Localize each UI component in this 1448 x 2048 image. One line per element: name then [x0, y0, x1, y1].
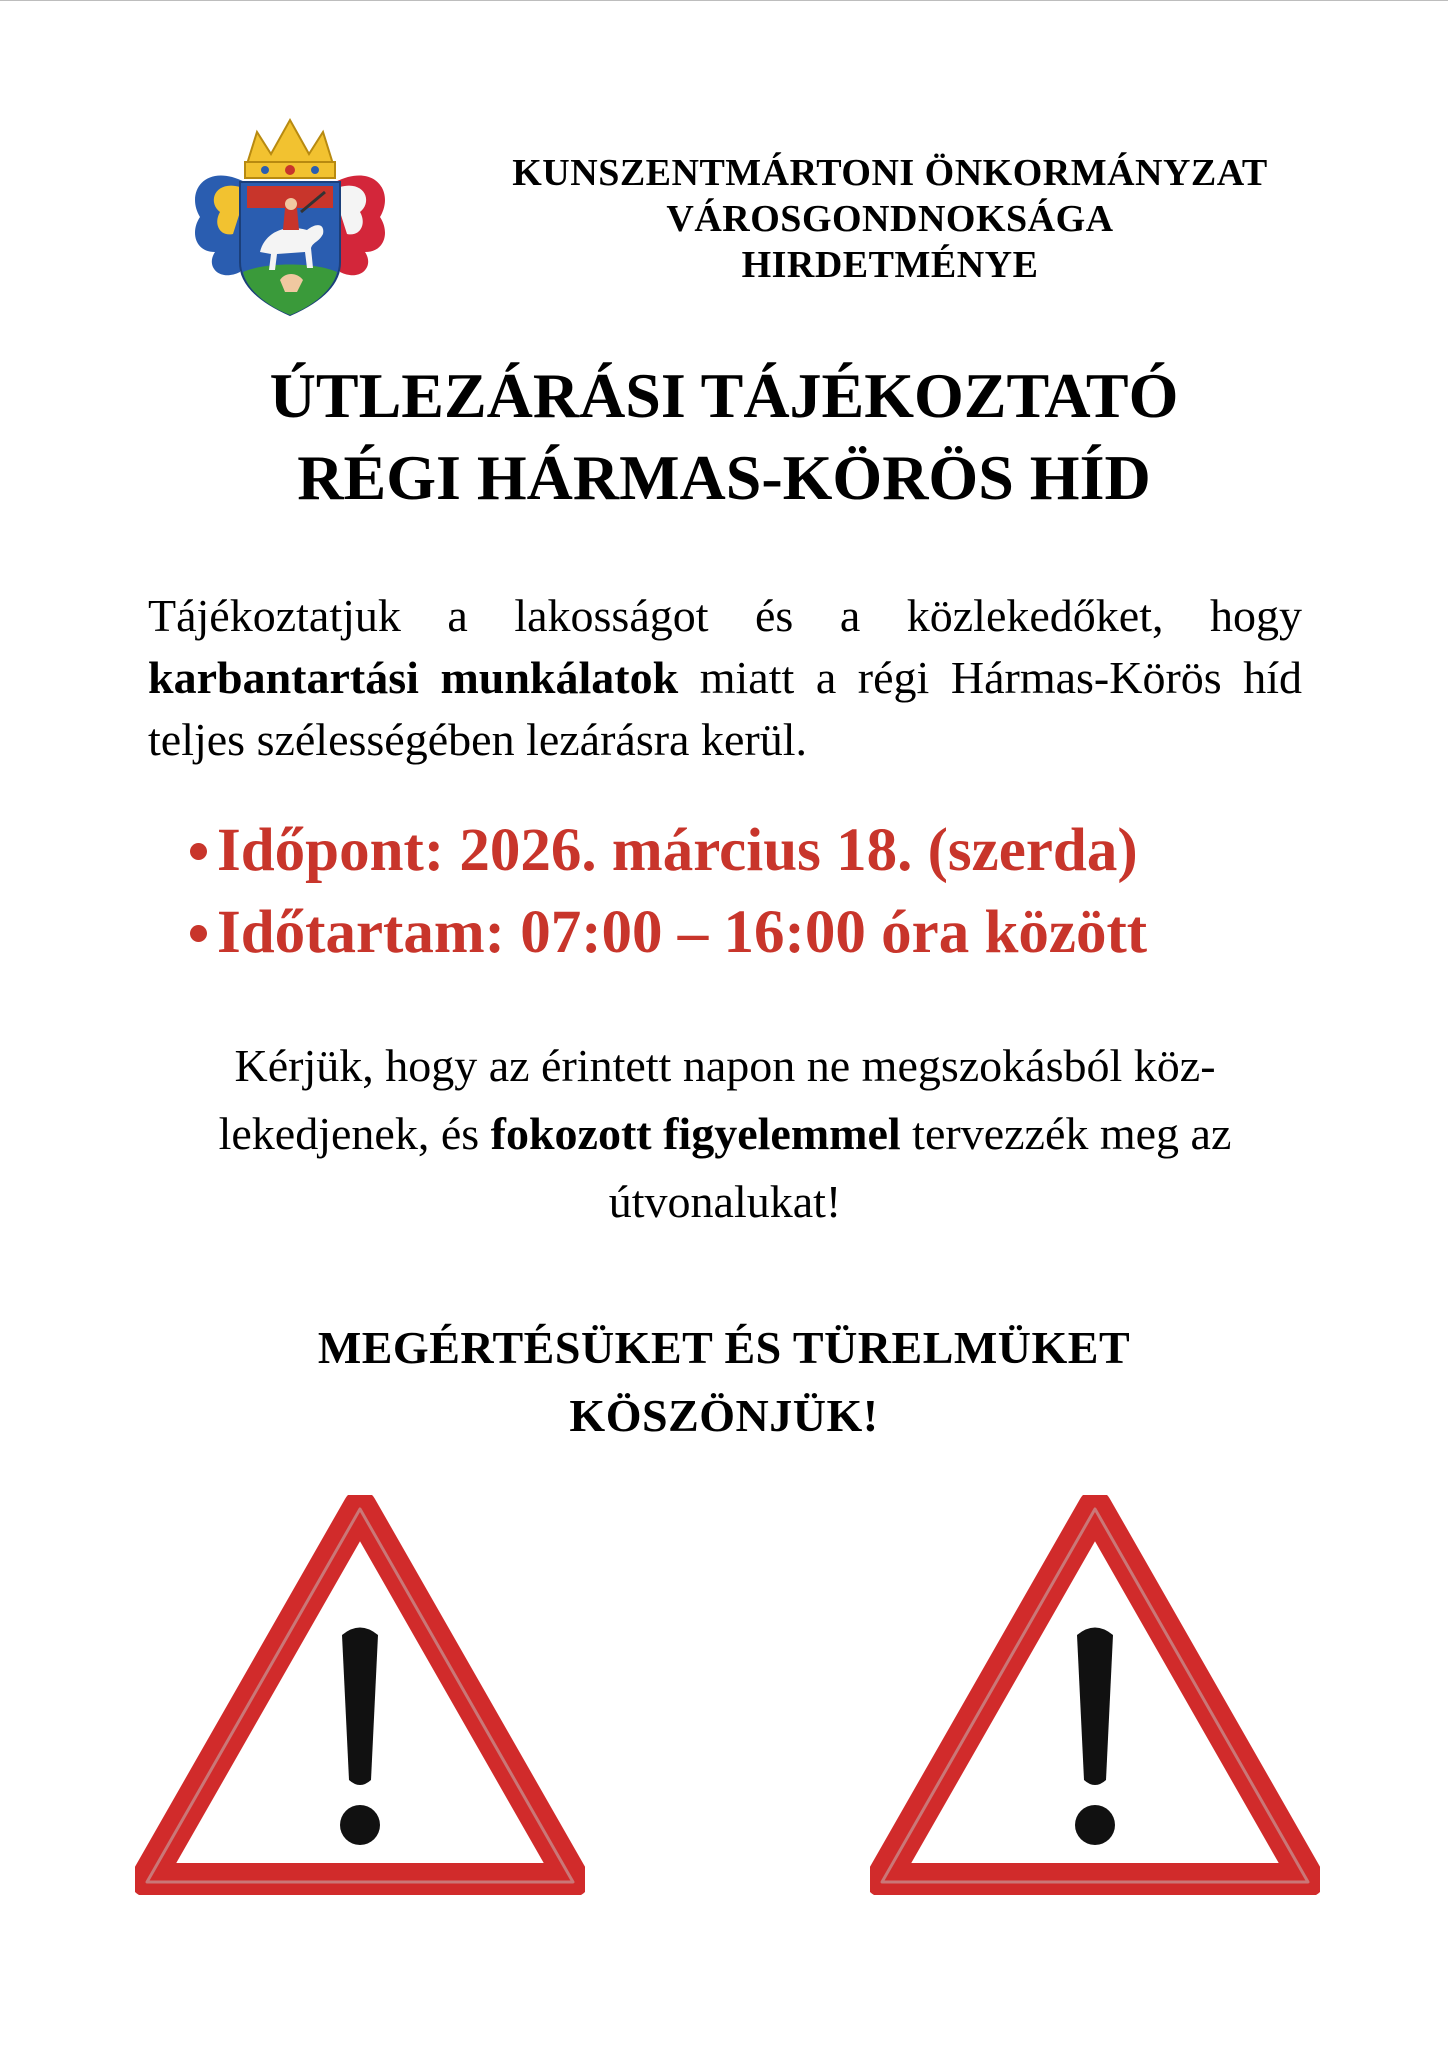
title-line-2: RÉGI HÁRMAS-KÖRÖS HÍD — [297, 442, 1151, 513]
issuer-line-2: VÁROSGONDNOKSÁGA — [666, 198, 1114, 240]
detail-item-duration — [190, 892, 1390, 974]
intro-paragraph — [148, 585, 1302, 771]
coat-of-arms-icon — [185, 112, 395, 317]
detail-date-text: Időpont: 2026. március 18. (szerda) — [217, 817, 1138, 884]
bullet-icon — [190, 843, 207, 860]
request-paragraph — [148, 1032, 1302, 1236]
intro-text-2: miatt a régi Hármas-Körös híd teljes szélességében lezárásra kerül. — [148, 652, 1302, 765]
detail-duration-text: Időtartam: 07:00 – 16:00 óra között — [217, 899, 1148, 966]
warning-triangle-icon — [870, 1495, 1320, 1895]
thanks-line-1: MEGÉRTÉSÜKET ÉS TÜRELMÜKET — [317, 1322, 1131, 1373]
detail-item-date — [190, 810, 1390, 892]
intro-bold-text: karbantartási munkálatok — [148, 652, 679, 703]
top-border-line — [0, 0, 1448, 1]
issuer-header — [440, 150, 1340, 288]
warning-triangle-icon — [135, 1495, 585, 1895]
intro-text-1: Tájékoztatjuk a lakosságot és a közlekedőket, hogy — [148, 590, 1302, 641]
thanks-message — [0, 1314, 1448, 1450]
notice-title — [0, 355, 1448, 519]
details-list — [190, 810, 1390, 974]
request-text-2: tervezzék meg az útvonalukat! — [608, 1108, 1232, 1227]
bullet-icon — [190, 925, 207, 942]
title-line-1: ÚTLEZÁRÁSI TÁJÉKOZTATÓ — [269, 360, 1179, 431]
issuer-line-3: HIRDETMÉNYE — [741, 244, 1039, 286]
request-bold-text: fokozott figyelemmel — [490, 1108, 901, 1159]
issuer-line-1: KUNSZENTMÁRTONI ÖNKORMÁNYZAT — [512, 152, 1268, 194]
thanks-line-2: KÖSZÖNJÜK! — [569, 1390, 879, 1441]
request-text-1: Kérjük, hogy az érintett napon ne megszokásból köz-lekedjenek, és — [218, 1040, 1216, 1159]
